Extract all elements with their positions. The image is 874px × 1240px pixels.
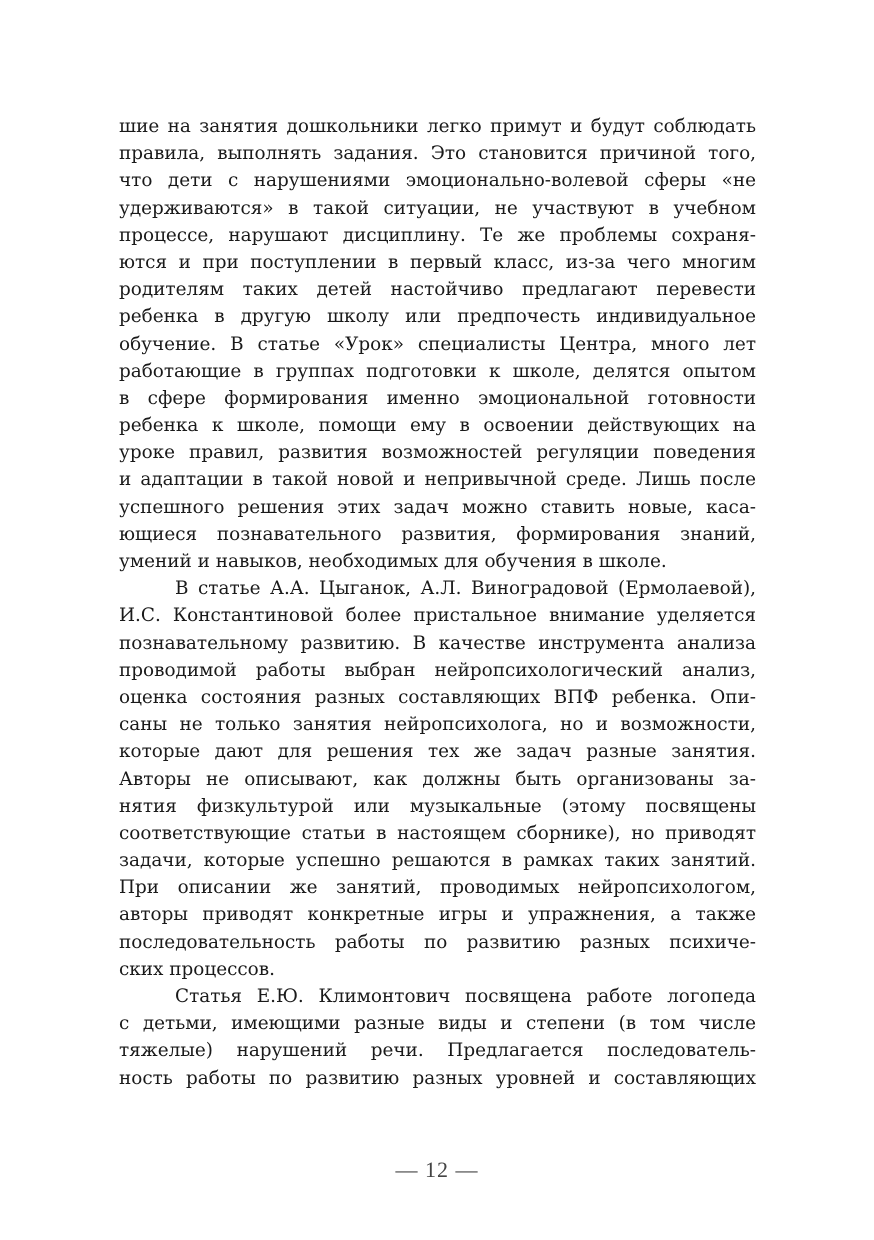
text-line: в сфере формирования именно эмоциональной готовности — [119, 387, 756, 409]
text-line: проводимой работы выбран нейропсихологический анализ, — [119, 659, 756, 681]
text-line: удерживаются» в такой ситуации, не участвуют в учебном — [119, 197, 756, 219]
text-line: оценка состояния разных составляющих ВПФ ребенка. Опи- — [119, 686, 756, 708]
text-line: успешного решения этих задач можно ставить новые, каса- — [119, 496, 756, 518]
text-line: и адаптации в такой новой и непривычной среде. Лишь после — [119, 469, 756, 491]
text-line: что дети с нарушениями эмоционально-волевой сферы «не — [119, 170, 756, 192]
text-line: с детьми, имеющими разные виды и степени (в том числе — [119, 1013, 756, 1035]
text-line: задачи, которые успешно решаются в рамках таких занятий. — [119, 850, 756, 872]
text-line: Авторы не описывают, как должны быть организованы за- — [119, 768, 756, 790]
text-line: правила, выполнять задания. Это становится причиной того, — [119, 143, 756, 165]
text-line: работающие в группах подготовки к школе, делятся опытом — [119, 360, 756, 382]
text-line: шие на занятия дошкольники легко примут и будут соблюдать — [119, 116, 756, 137]
paragraph-3 — [119, 983, 756, 1092]
text-line: ются и при поступлении в первый класс, из-за чего многим — [119, 251, 756, 273]
text-line: обучение. В статье «Урок» специалисты Центра, много лет — [119, 333, 756, 355]
text-line: уроке правил, развития возможностей регуляции поведения — [119, 442, 756, 464]
page-number: — 12 — — [395, 1157, 479, 1182]
text-line: Статья Е.Ю. Климонтович посвящена работе логопеда — [175, 986, 756, 1007]
text-line: ющиеся познавательного развития, формирования знаний, — [119, 523, 756, 545]
text-line: умений и навыков, необходимых для обучения в школе. — [119, 551, 667, 572]
text-line: тяжелые) нарушений речи. Предлагается последователь- — [119, 1040, 756, 1062]
text-line: соответствующие статьи в настоящем сборнике), но приводят — [119, 822, 756, 844]
text-line: В статье А.А. Цыганок, А.Л. Виноградовой (Ермолаевой), — [175, 578, 756, 600]
text-line: процессе, нарушают дисциплину. Те же проблемы сохраня- — [119, 224, 756, 246]
text-line: последовательность работы по развитию разных психиче- — [119, 931, 756, 953]
text-line: которые дают для решения тех же задач разные занятия. — [119, 741, 756, 763]
paragraph-1 — [119, 113, 756, 575]
text-line: саны не только занятия нейропсихолога, но и возможности, — [119, 714, 756, 736]
text-line: При описании же занятий, проводимых нейропсихологом, — [119, 877, 756, 899]
page-body — [119, 113, 756, 1092]
text-line: нятия физкультурой или музыкальные (этому посвящены — [119, 795, 756, 817]
text-line: ребенка к школе, помощи ему в освоении действующих на — [119, 415, 756, 437]
text-line: познавательному развитию. В качестве инструмента анализа — [119, 632, 756, 654]
text-line: И.С. Константиновой более пристальное внимание уделяется — [119, 605, 756, 627]
text-line: авторы приводят конкретные игры и упражнения, а также — [119, 904, 756, 926]
text-line: ность работы по развитию разных уровней и составляющих — [119, 1067, 756, 1089]
text-line: ских процессов. — [119, 958, 275, 980]
paragraph-2 — [119, 575, 756, 983]
text-line: ребенка в другую школу или предпочесть индивидуальное — [119, 306, 756, 328]
text-line: родителям таких детей настойчиво предлагают перевести — [119, 279, 756, 301]
